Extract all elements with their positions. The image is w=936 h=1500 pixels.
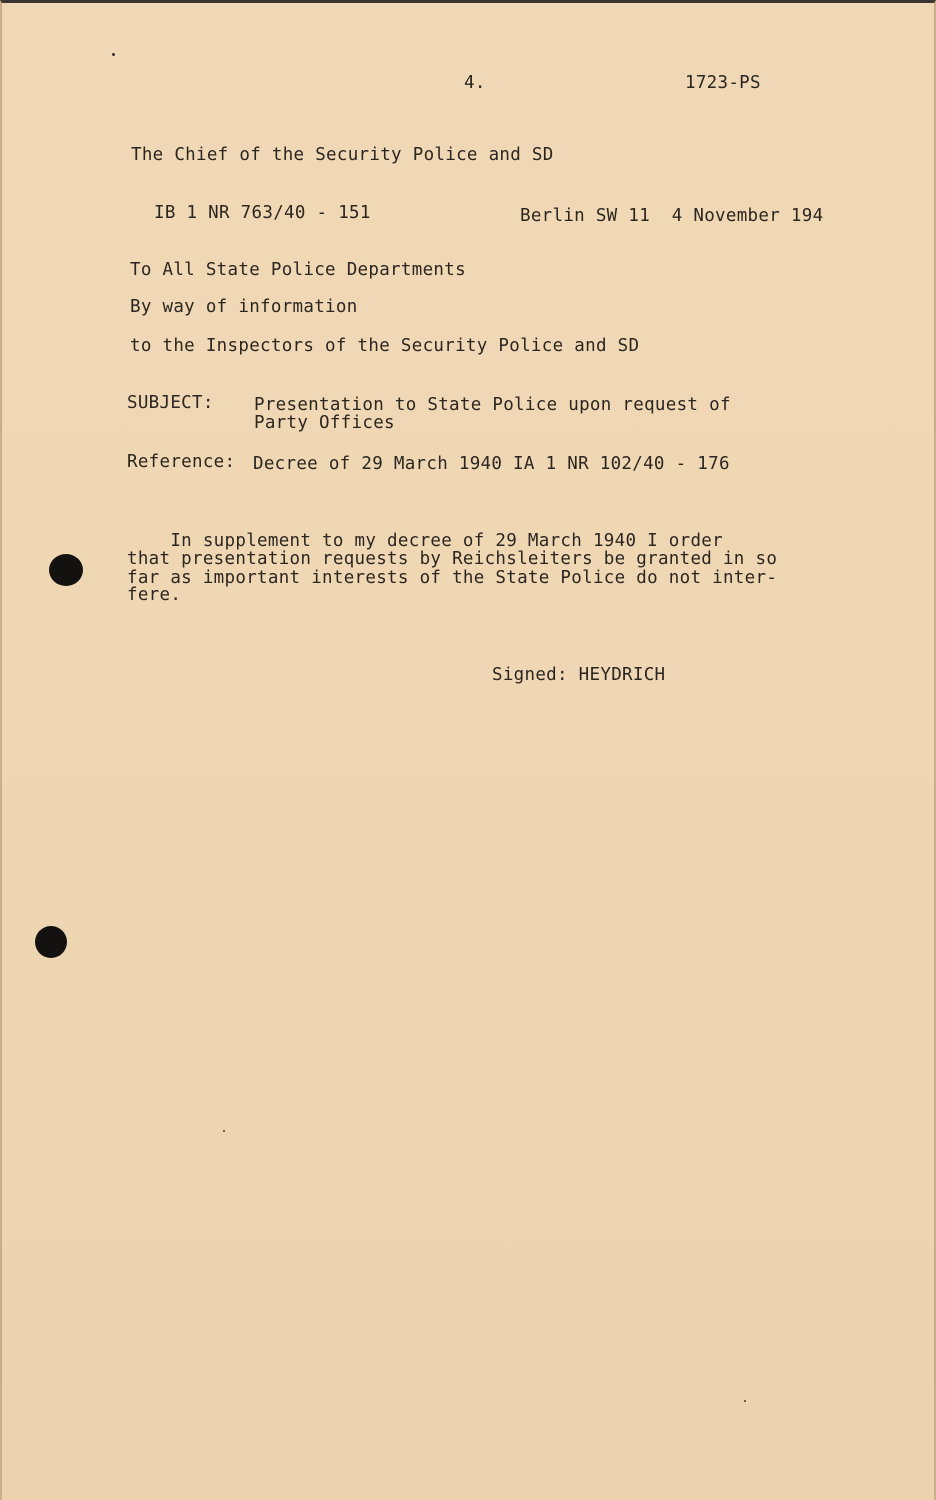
reference-label: Reference: <box>127 452 236 472</box>
subject-label: SUBJECT: <box>127 393 214 413</box>
sender: The Chief of the Security Police and SD <box>131 145 554 165</box>
recipient-line: to the Inspectors of the Security Police and SD <box>130 336 640 356</box>
place-date: Berlin SW 11 4 November 194 <box>520 206 824 226</box>
subject-line: Presentation to State Police upon request of <box>254 395 731 415</box>
paper-speck <box>744 1400 746 1402</box>
file-reference: IB 1 NR 763/40 - 151 <box>154 203 371 223</box>
signature: Signed: HEYDRICH <box>492 665 666 685</box>
recipient-line: To All State Police Departments <box>130 260 466 280</box>
paper-speck <box>112 53 115 56</box>
body-line: fere. <box>127 585 182 605</box>
document-code: 1723-PS <box>685 73 761 93</box>
recipient-line: By way of information <box>130 297 358 317</box>
subject-line: Party Offices <box>254 413 395 433</box>
reference-text: Decree of 29 March 1940 IA 1 NR 102/40 - 176 <box>253 454 730 474</box>
punch-hole-upper <box>49 554 83 586</box>
paper-speck <box>223 1130 225 1132</box>
page-number: 4. <box>464 73 486 93</box>
body-line: In supplement to my decree of 29 March 1940 I order <box>127 531 723 551</box>
punch-hole-lower <box>35 926 67 958</box>
body-line: far as important interests of the State Police do not inter- <box>127 568 778 588</box>
body-line: that presentation requests by Reichsleiters be granted in so <box>127 549 778 569</box>
